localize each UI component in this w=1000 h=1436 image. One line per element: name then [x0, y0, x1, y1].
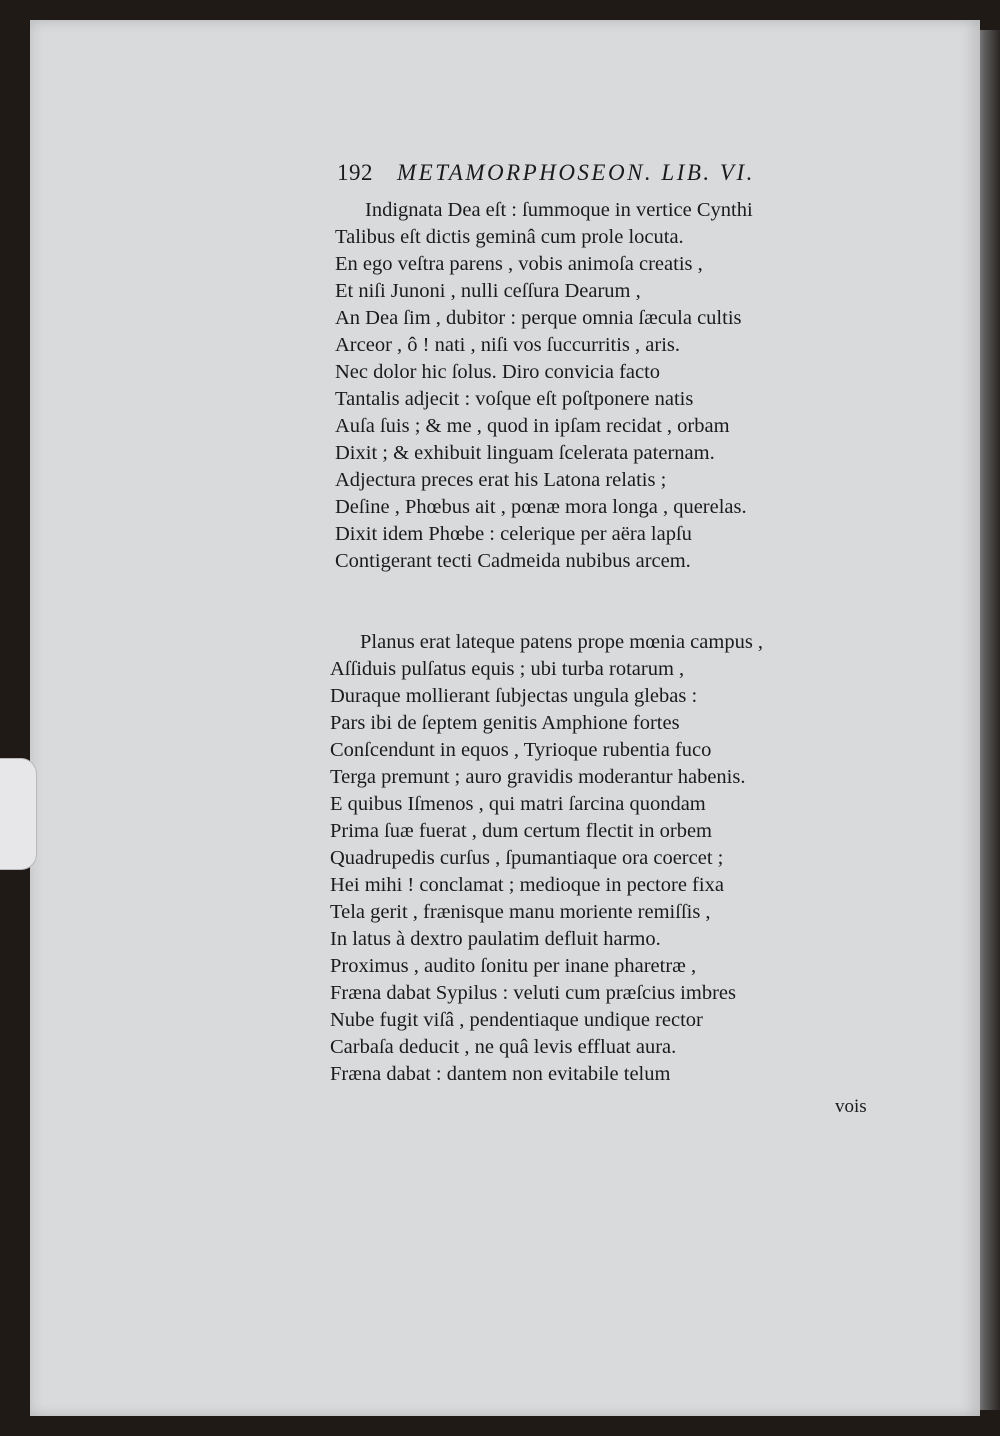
verse-line: Terga premunt ; auro gravidis moderantur habenis. [330, 766, 746, 788]
verse-line: Indignata Dea eſt : ſummoque in vertice Cynthi [365, 199, 753, 221]
running-header [337, 160, 755, 186]
verse-stanza-1 [335, 197, 753, 575]
verse-line: Aſſiduis pulſatus equis ; ubi turba rotarum , [330, 658, 685, 680]
verse-line: Deſine , Phœbus ait , pœnæ mora longa , querelas. [335, 496, 747, 518]
book-page [30, 20, 980, 1416]
verse-line: Proximus , audito ſonitu per inane pharetræ , [330, 955, 697, 977]
verse-line: Fræna dabat Sypilus : veluti cum præſcius imbres [330, 982, 736, 1004]
verse-line: Fræna dabat : dantem non evitabile telum [330, 1063, 671, 1085]
verse-line: Tantalis adjecit : voſque eſt poſtponere natis [335, 388, 694, 410]
verse-line: Dixit ; & exhibuit linguam ſcelerata paternam. [335, 442, 715, 464]
verse-line: Prima ſuæ fuerat , dum certum flectit in orbem [330, 820, 712, 842]
verse-stanza-2 [330, 629, 763, 1088]
verse-line: Hei mihi ! conclamat ; medioque in pectore fixa [330, 874, 724, 896]
verse-line: Conſcendunt in equos , Tyrioque rubentia fuco [330, 739, 712, 761]
verse-line: Planus erat lateque patens prope mœnia campus , [360, 631, 764, 653]
page-number: 192 [337, 160, 373, 185]
catchword: vois [835, 1096, 867, 1117]
verse-line: Adjectura preces erat his Latona relatis ; [335, 469, 667, 491]
verse-line: Dixit idem Phœbe : celerique per aëra lapſu [335, 523, 692, 545]
verse-line: Et niſi Junoni , nulli ceſſura Dearum , [335, 280, 641, 302]
page-clip [0, 758, 37, 870]
verse-line: Carbaſa deducit , ne quâ levis effluat aura. [330, 1036, 677, 1058]
running-title: METAMORPHOSEON. LIB. VI. [397, 160, 755, 185]
verse-line: Tela gerit , frænisque manu moriente remiſſis , [330, 901, 711, 923]
verse-line: Nec dolor hic ſolus. Diro convicia facto [335, 361, 661, 383]
verse-line: Pars ibi de ſeptem genitis Amphione fortes [330, 712, 680, 734]
verse-line: En ego veſtra parens , vobis animoſa creatis , [335, 253, 703, 275]
verse-line: Contigerant tecti Cadmeida nubibus arcem. [335, 550, 691, 572]
verse-line: In latus à dextro paulatim defluit harmo. [330, 928, 661, 950]
verse-line: Talibus eſt dictis geminâ cum prole locuta. [335, 226, 684, 248]
verse-line: Nube fugit viſâ , pendentiaque undique rector [330, 1009, 703, 1031]
verse-line: Auſa ſuis ; & me , quod in ipſam recidat , orbam [335, 415, 730, 437]
verse-line: Arceor , ô ! nati , niſi vos ſuccurritis , aris. [335, 334, 680, 356]
verse-line: An Dea ſim , dubitor : perque omnia ſæcula cultis [335, 307, 742, 329]
page-text-area [30, 20, 980, 1416]
verse-line: Quadrupedis curſus , ſpumantiaque ora coercet ; [330, 847, 724, 869]
verse-line: E quibus Iſmenos , qui matri ſarcina quondam [330, 793, 706, 815]
verse-line: Duraque mollierant ſubjectas ungula glebas : [330, 685, 698, 707]
